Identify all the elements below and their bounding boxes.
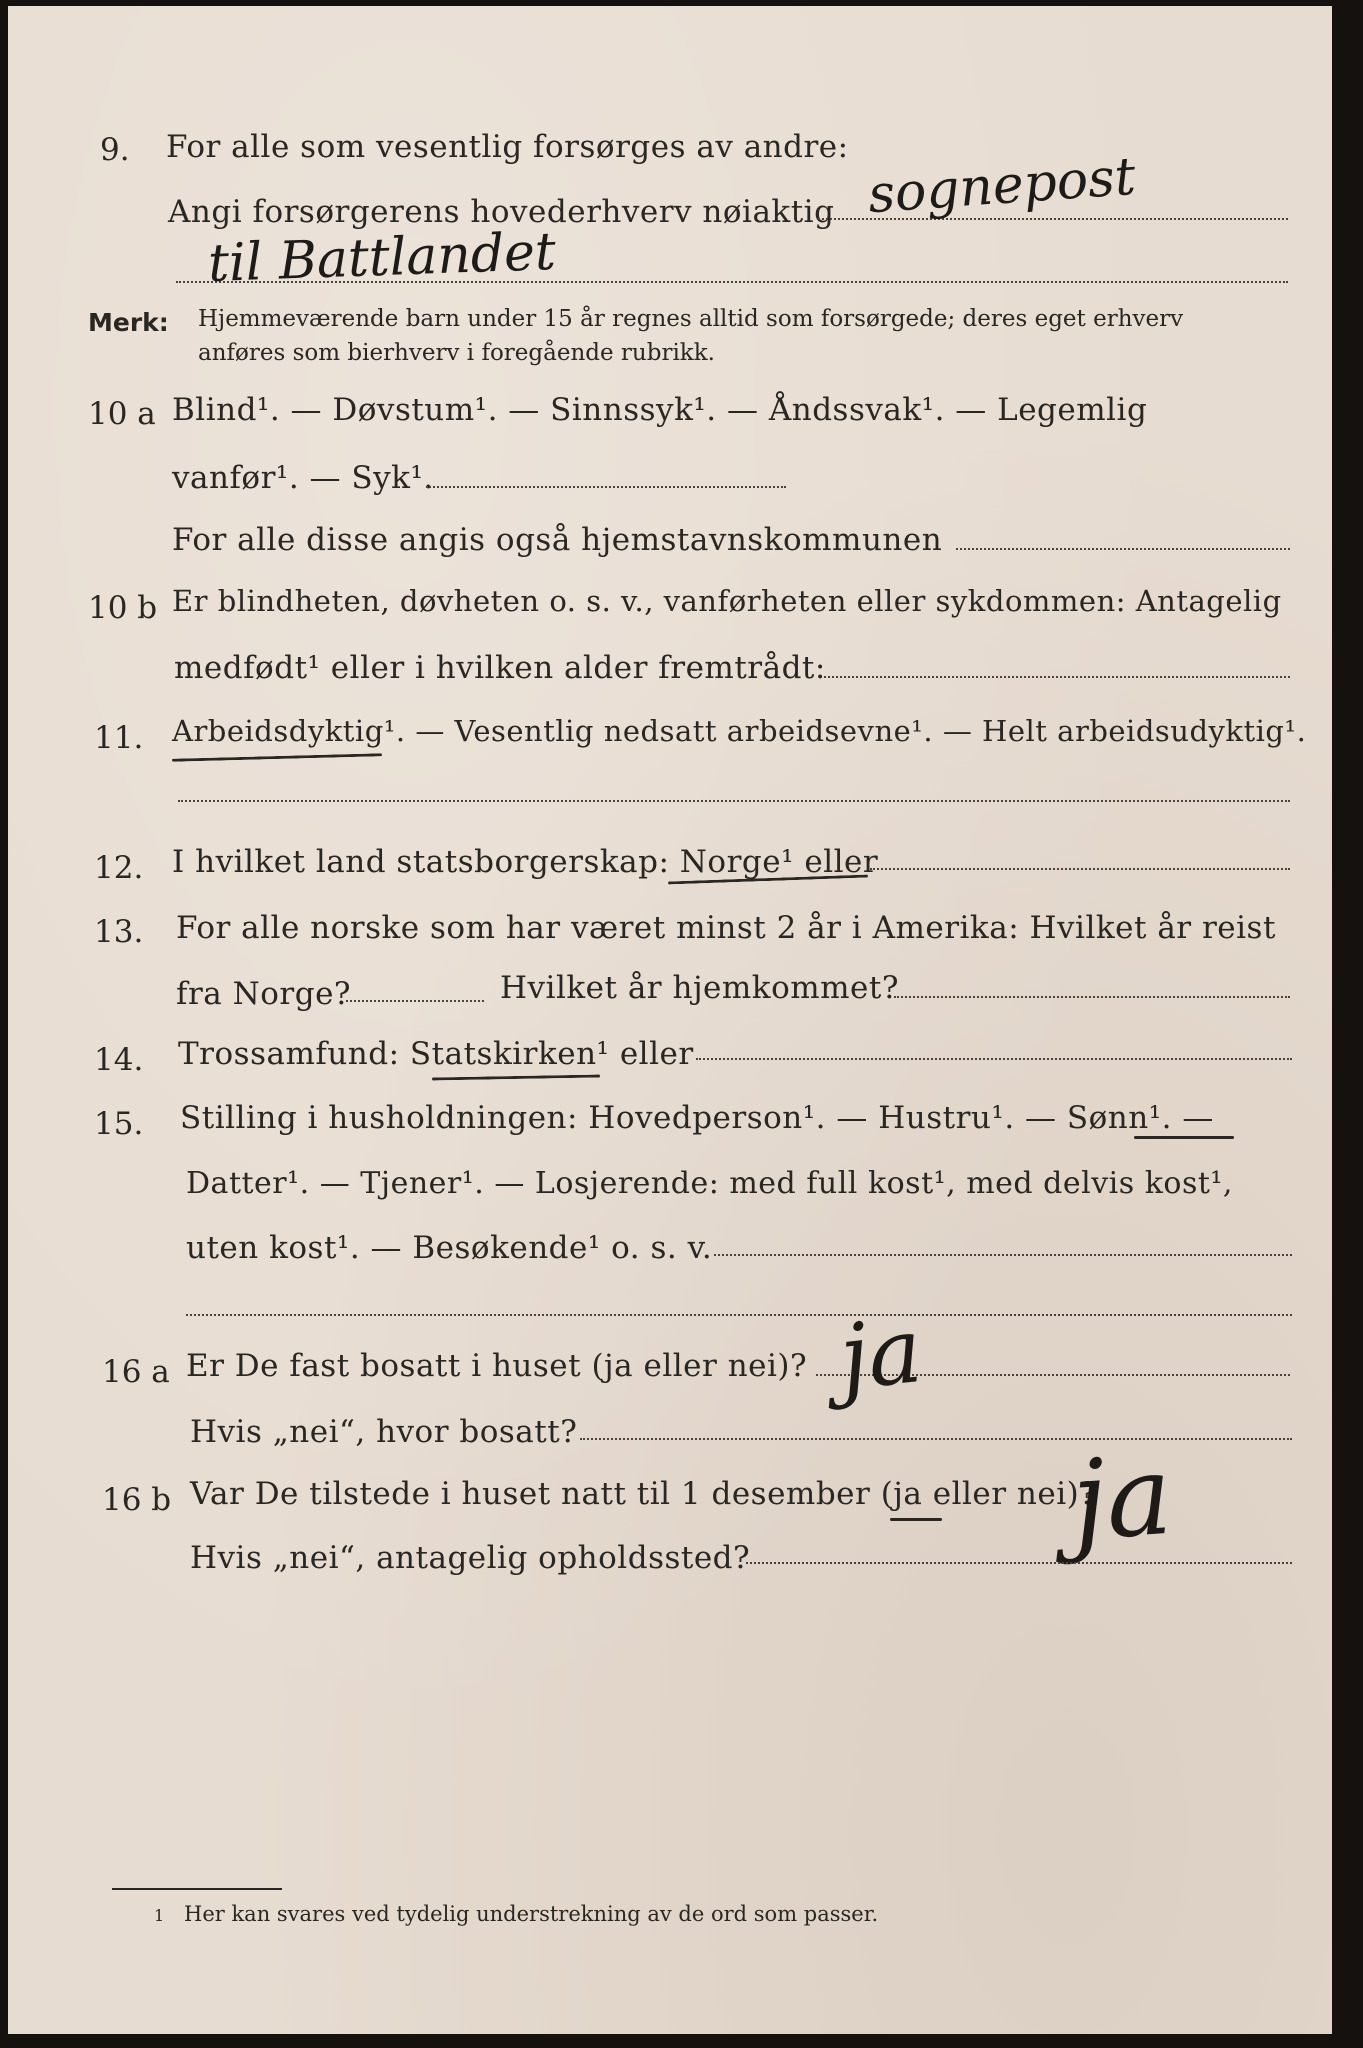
- q10a-line2: vanfør¹. — Syk¹.: [172, 460, 434, 496]
- q12-line1: I hvilket land statsborgerskap: Norge¹ eller: [172, 844, 879, 880]
- q16b-opholdssted-dots: [746, 1562, 1292, 1564]
- q13-reist-dots: [346, 1000, 484, 1002]
- q10b-line2: medfødt¹ eller i hvilken alder fremtrådt:: [174, 650, 826, 686]
- merk-line2: anføres som bierhverv i foregående rubrikk.: [198, 340, 715, 366]
- q15-line2: Datter¹. — Tjener¹. — Losjerende: med full kost¹, med delvis kost¹,: [186, 1166, 1233, 1201]
- q10b-alder-dots: [824, 676, 1290, 678]
- q13-line2a: fra Norge?: [176, 976, 352, 1012]
- q10a-line3: For alle disse angis også hjemstavnskommunen: [172, 522, 943, 558]
- q9-line2: Angi forsørgerens hovederhverv nøiaktig: [168, 194, 835, 230]
- q14-line1: Trossamfund: Statskirken¹ eller: [178, 1036, 694, 1072]
- q9-line1: For alle som vesentlig forsørges av andre:: [166, 129, 849, 165]
- q14-answer-dots: [696, 1058, 1292, 1060]
- q15-besokende-dots: [714, 1254, 1292, 1256]
- q11-line1: Arbeidsdyktig¹. — Vesentlig nedsatt arbeidsevne¹. — Helt arbeidsudyktig¹.: [172, 714, 1307, 748]
- q16a-handwritten-answer: ja: [834, 1298, 927, 1411]
- merk-label: Merk:: [88, 308, 169, 337]
- q10b-number: 10 b: [88, 590, 158, 626]
- q12-number: 12.: [94, 850, 144, 886]
- footnote-text: Her kan svares ved tydelig understrekning av de ord som passer.: [184, 1902, 879, 1926]
- q11-answer-dots: [178, 800, 1290, 802]
- q13-hjemkommet-dots: [894, 996, 1290, 998]
- q9-number: 9.: [100, 132, 130, 168]
- q13-line1: For alle norske som har været minst 2 år i Amerika: Hvilket år reist: [176, 910, 1276, 946]
- q15-line1: Stilling i husholdningen: Hovedperson¹. — Hustru¹. — Sønn¹. —: [180, 1100, 1214, 1136]
- q16a-bosatt-dots: [580, 1438, 1292, 1440]
- q16a-line2: Hvis „nei“, hvor bosatt?: [190, 1414, 578, 1450]
- q16b-line2: Hvis „nei“, antagelig opholdssted?: [190, 1540, 751, 1576]
- census-form-page: [8, 6, 1332, 2034]
- q15-line3: uten kost¹. — Besøkende¹ o. s. v.: [186, 1230, 713, 1266]
- merk-line1: Hjemmeværende barn under 15 år regnes alltid som forsørgede; deres eget erhverv: [198, 306, 1184, 332]
- q10a-syk-dots: [426, 486, 786, 488]
- q16a-line1: Er De fast bosatt i huset (ja eller nei)?: [186, 1348, 808, 1384]
- q16b-line1: Var De tilstede i huset natt til 1 desember (ja eller nei)?: [190, 1476, 1097, 1512]
- q13-number: 13.: [94, 914, 144, 950]
- q10a-line1: Blind¹. — Døvstum¹. — Sinnssyk¹. — Åndssvak¹. — Legemlig: [172, 392, 1148, 428]
- q9-handwritten-answer-2: til Battlandet: [207, 221, 557, 295]
- q16b-handwritten-answer: ja: [1067, 1430, 1177, 1566]
- q10a-hjemstavn-dots: [956, 548, 1290, 550]
- q11-number: 11.: [94, 720, 144, 756]
- q9-handwritten-answer-1: sognepost: [866, 146, 1138, 226]
- q14-number: 14.: [94, 1042, 144, 1078]
- q10b-line1: Er blindheten, døvheten o. s. v., vanførheten eller sykdommen: Antagelig: [172, 584, 1282, 618]
- q15-answer-dots: [186, 1314, 1292, 1316]
- q16a-number: 16 a: [102, 1354, 170, 1390]
- q10a-number: 10 a: [88, 396, 156, 432]
- q15-sonn-underline: [1134, 1136, 1234, 1139]
- footnote-rule: [112, 1888, 282, 1890]
- footnote-mark: 1: [154, 1906, 165, 1925]
- q14-statskirken-underline: [432, 1075, 600, 1081]
- q12-answer-dots: [870, 868, 1290, 870]
- q15-number: 15.: [94, 1106, 144, 1142]
- q11-arbeidsdyktig-underline: [172, 753, 382, 761]
- q16b-number: 16 b: [102, 1482, 172, 1518]
- q16b-ja-underline: [890, 1518, 942, 1521]
- q13-line2b: Hvilket år hjemkommet?: [500, 970, 899, 1006]
